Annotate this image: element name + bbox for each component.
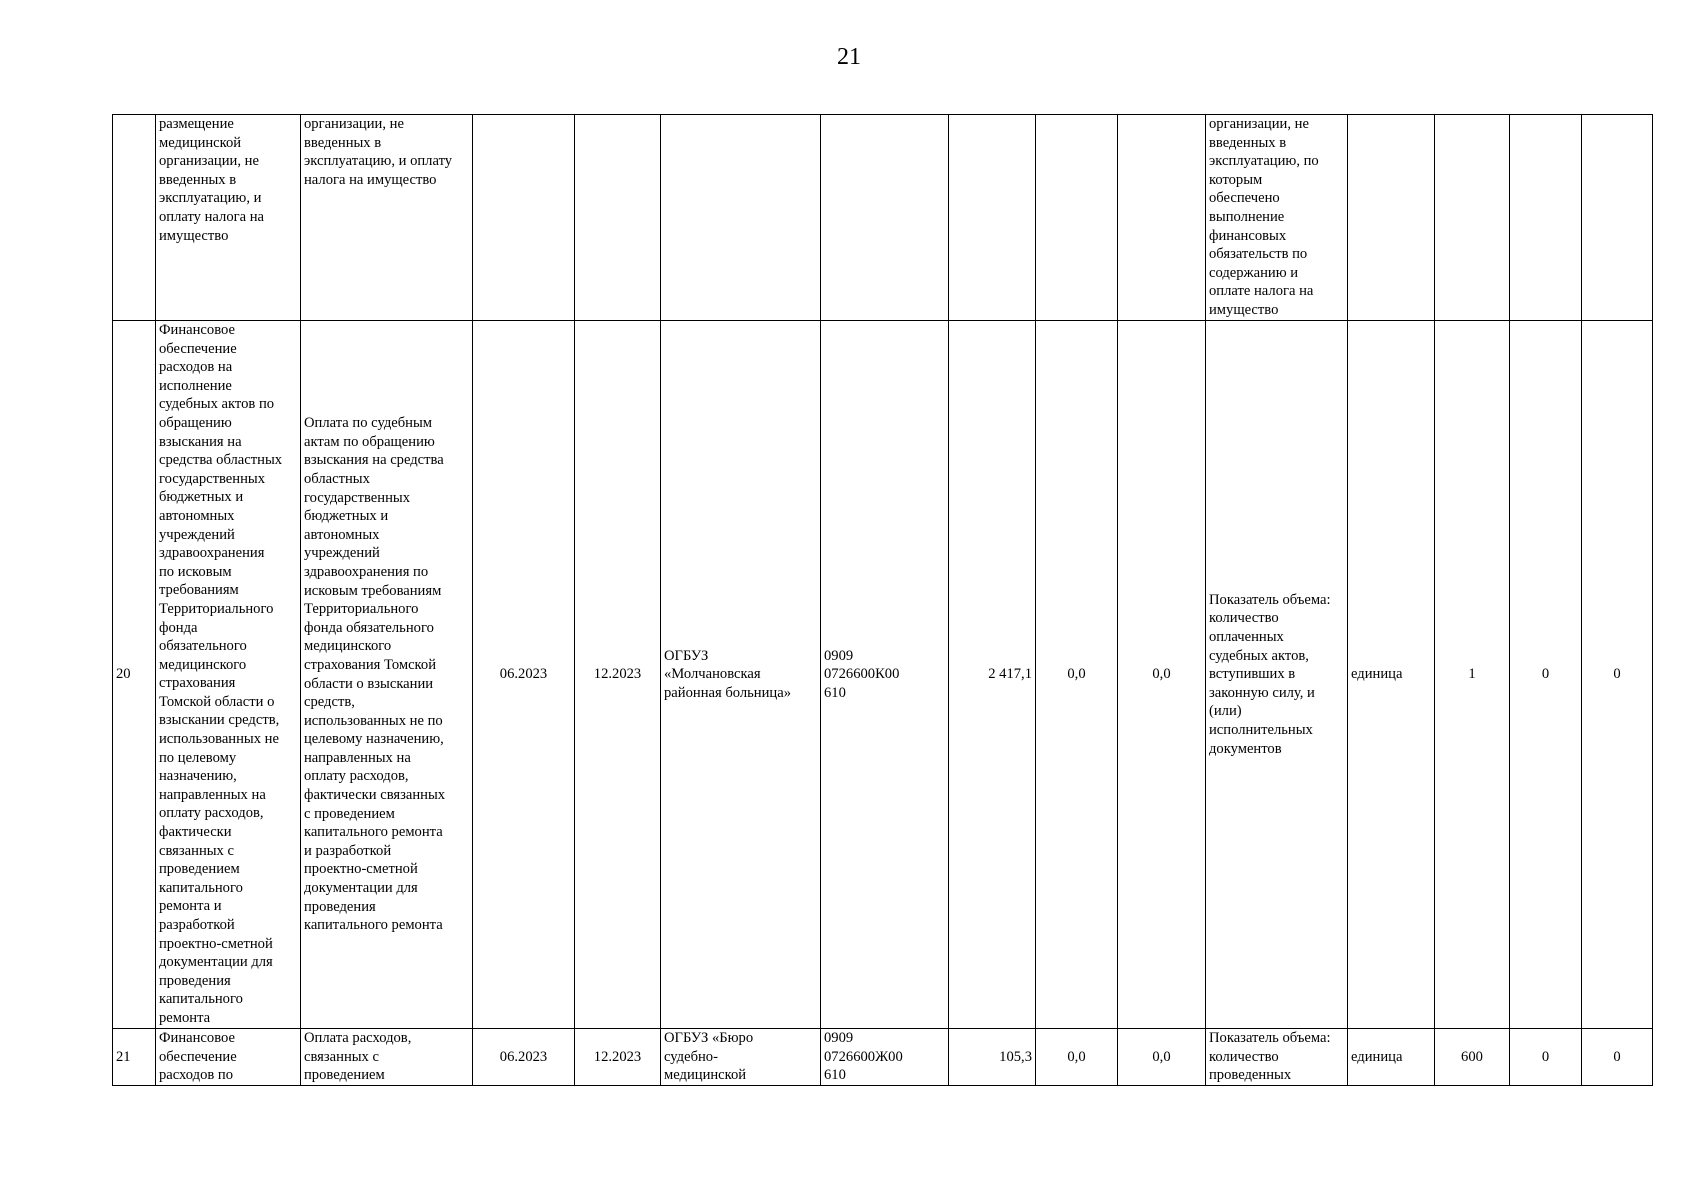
value-2-cell (1118, 115, 1206, 321)
indicator-cell: организации, не введенных в эксплуатацию, по которым обеспечено выполнение финансовых обязательств по содержанию и оплате налога на имущество (1206, 115, 1348, 321)
start-date-cell (473, 115, 575, 321)
value-2-cell: 0,0 (1118, 321, 1206, 1029)
indicator-cell: Показатель объема: количество проведенных (1206, 1029, 1348, 1086)
event-name-cell: размещение медицинской организации, не введенных в эксплуатацию, и оплату налога на имущество (156, 115, 301, 321)
row-number-cell (113, 115, 156, 321)
purpose-cell: Оплата расходов, связанных с проведением (301, 1029, 473, 1086)
executor-cell (661, 115, 821, 321)
executor-cell: ОГБУЗ «Бюро судебно- медицинской (661, 1029, 821, 1086)
executor-cell: ОГБУЗ «Молчановская районная больница» (661, 321, 821, 1029)
quantity-3-cell: 0 (1582, 1029, 1653, 1086)
event-name-cell: Финансовое обеспечение расходов на исполнение судебных актов по обращению взыскания на средства областных государственных бюджетных и автономных учреждений здравоохранения по исковым требованиям Территориального фонда обязательного медицинского страхования Томской области о взыскании средств, использованных не по целевому назначению, направленных на оплату расходов, фактически связанных с проведением капитального ремонта и разработкой проектно-сметной документации для проведения капитального ремонта (156, 321, 301, 1029)
value-2-cell: 0,0 (1118, 1029, 1206, 1086)
unit-cell: единица (1348, 321, 1435, 1029)
start-date-cell: 06.2023 (473, 1029, 575, 1086)
row-number-cell: 20 (113, 321, 156, 1029)
quantity-1-cell: 600 (1435, 1029, 1510, 1086)
purpose-cell: организации, не введенных в эксплуатацию, и оплату налога на имущество (301, 115, 473, 321)
quantity-3-cell: 0 (1582, 321, 1653, 1029)
quantity-2-cell: 0 (1510, 321, 1582, 1029)
quantity-1-cell: 1 (1435, 321, 1510, 1029)
indicator-cell: Показатель объема: количество оплаченных судебных актов, вступивших в законную силу, и (или) исполнительных документов (1206, 321, 1348, 1029)
amount-cell: 2 417,1 (949, 321, 1036, 1029)
end-date-cell: 12.2023 (575, 1029, 661, 1086)
unit-cell (1348, 115, 1435, 321)
program-activities-table (112, 114, 1653, 1086)
quantity-2-cell: 0 (1510, 1029, 1582, 1086)
table-row (113, 321, 1653, 1029)
budget-code-cell (821, 115, 949, 321)
amount-cell: 105,3 (949, 1029, 1036, 1086)
end-date-cell: 12.2023 (575, 321, 661, 1029)
value-1-cell: 0,0 (1036, 321, 1118, 1029)
quantity-2-cell (1510, 115, 1582, 321)
row-number-cell: 21 (113, 1029, 156, 1086)
budget-code-cell: 0909 0726600К00 610 (821, 321, 949, 1029)
quantity-3-cell (1582, 115, 1653, 321)
unit-cell: единица (1348, 1029, 1435, 1086)
purpose-cell: Оплата по судебным актам по обращению взыскания на средства областных государственных бюджетных и автономных учреждений здравоохранения по исковым требованиям Территориального фонда обязательного медицинского страхования Томской области о взыскании средств, использованных не по целевому назначению, направленных на оплату расходов, фактически связанных с проведением капитального ремонта и разработкой проектно-сметной документации для проведения капитального ремонта (301, 321, 473, 1029)
start-date-cell: 06.2023 (473, 321, 575, 1029)
quantity-1-cell (1435, 115, 1510, 321)
value-1-cell (1036, 115, 1118, 321)
page-number: 21 (837, 44, 861, 70)
value-1-cell: 0,0 (1036, 1029, 1118, 1086)
amount-cell (949, 115, 1036, 321)
end-date-cell (575, 115, 661, 321)
table-row (113, 115, 1653, 321)
budget-code-cell: 0909 0726600Ж00 610 (821, 1029, 949, 1086)
table-row (113, 1029, 1653, 1086)
event-name-cell: Финансовое обеспечение расходов по (156, 1029, 301, 1086)
